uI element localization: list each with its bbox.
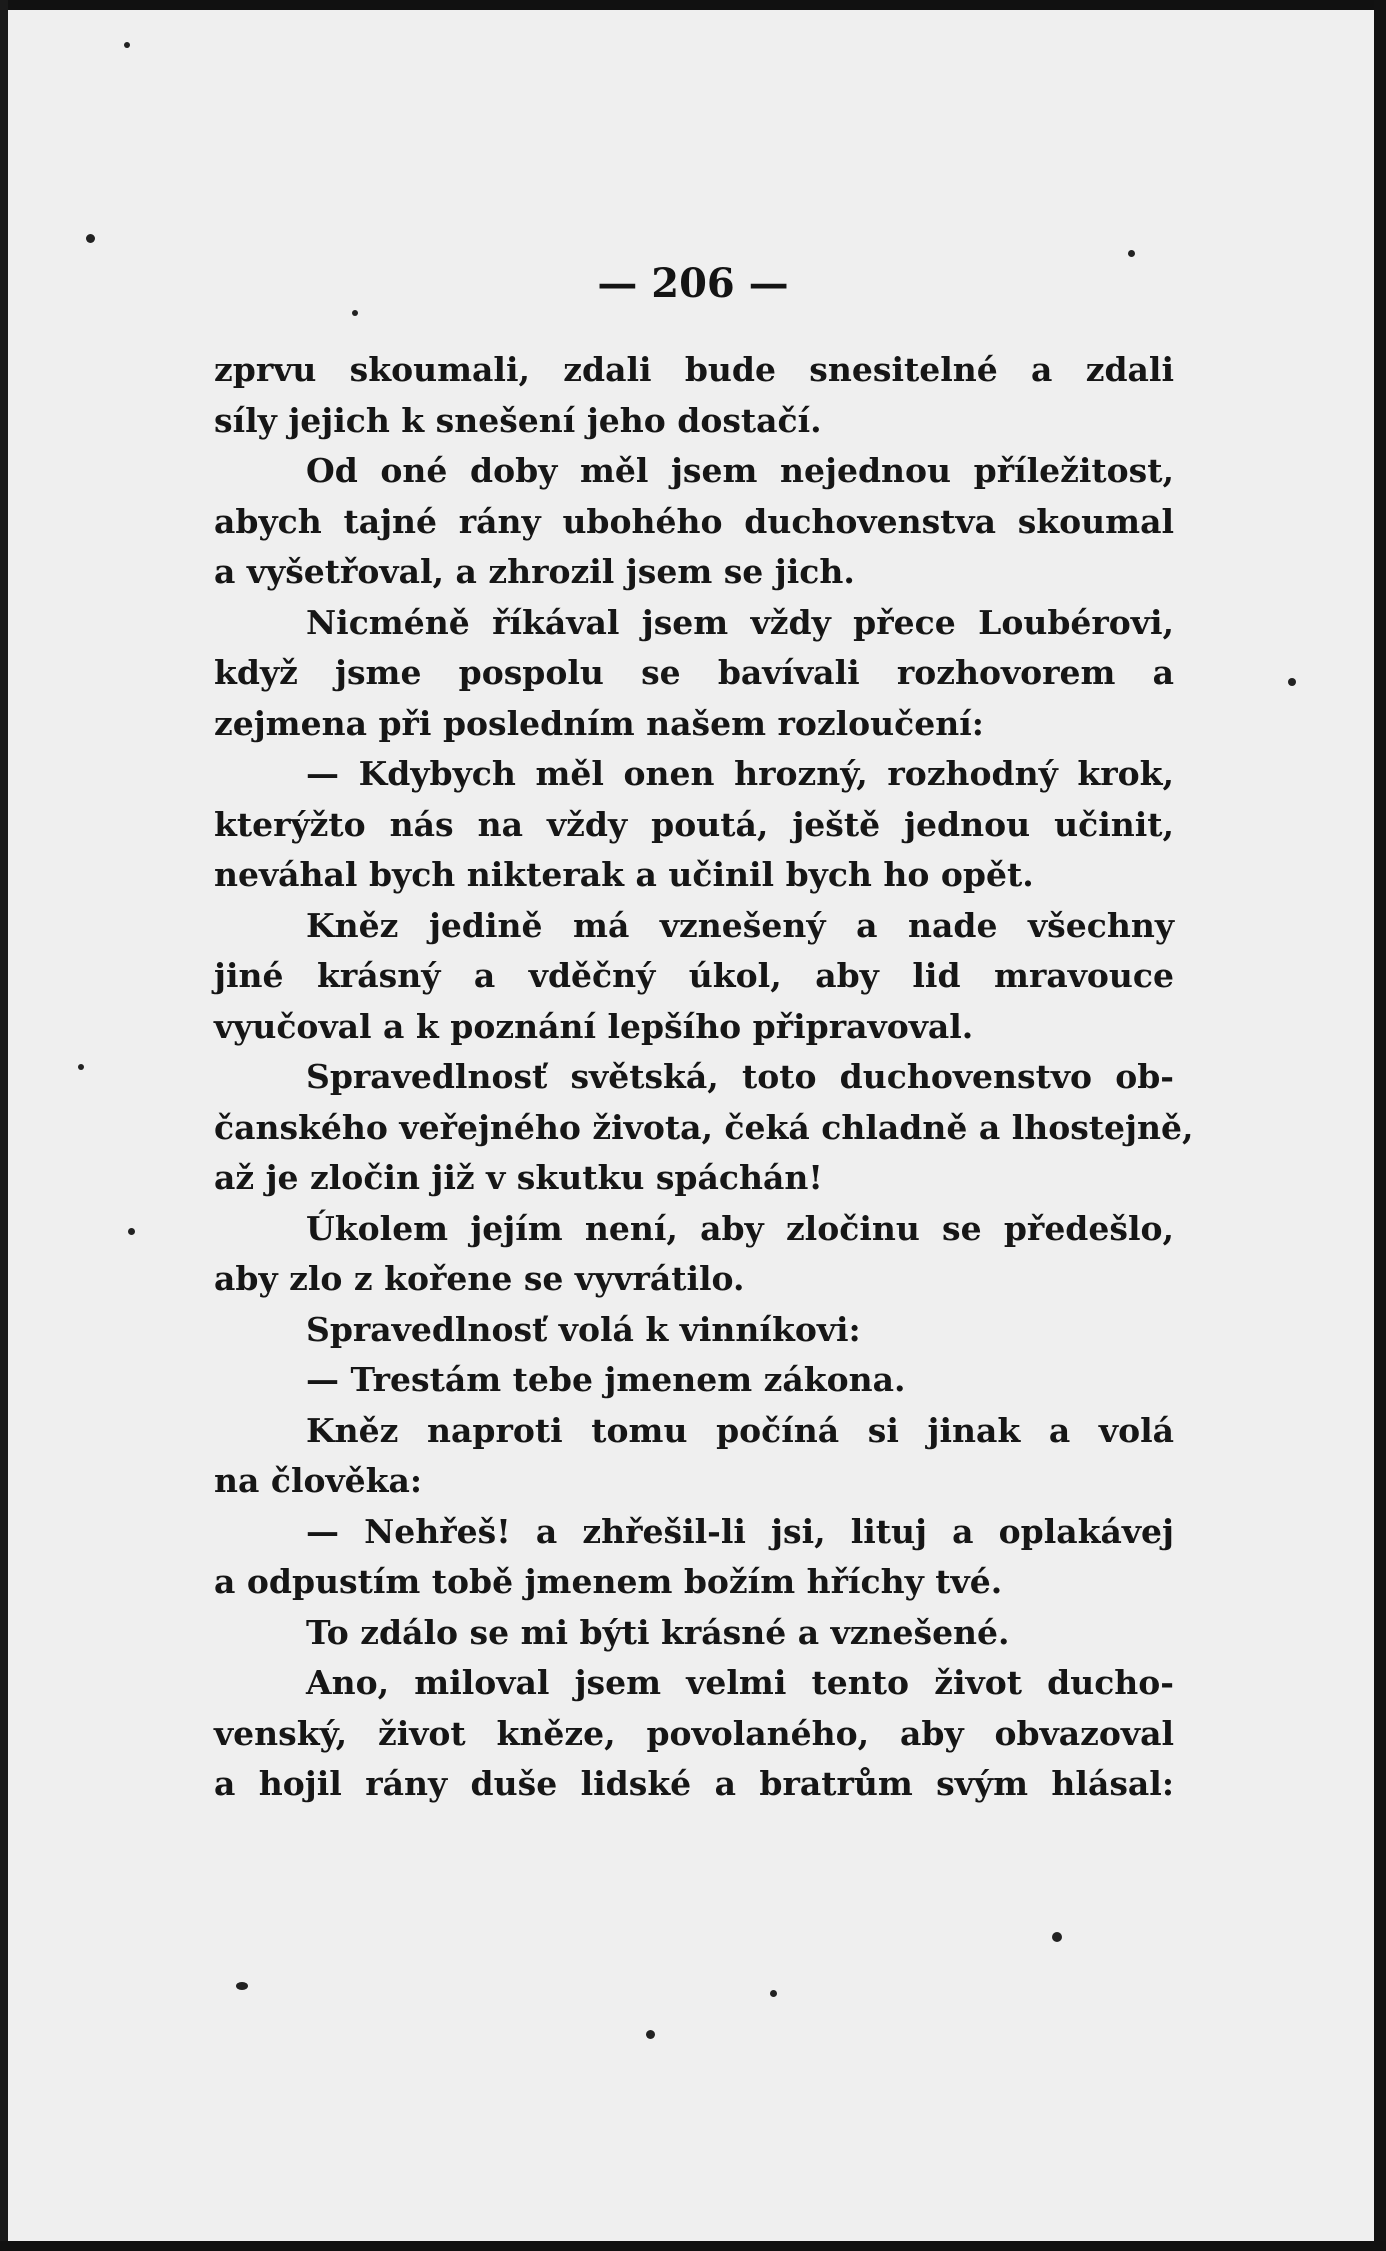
body-text bbox=[214, 345, 1194, 1810]
page-number: — 206 — bbox=[597, 260, 789, 307]
ink-speck bbox=[124, 42, 130, 48]
ink-speck bbox=[770, 1990, 777, 1997]
text-line: Od oné doby měl jsem nejednou příležitost, bbox=[306, 451, 1174, 490]
ink-speck bbox=[646, 2030, 655, 2039]
text-line: aby zlo z kořene se vyvrátilo. bbox=[214, 1259, 745, 1298]
text-line: abych tajné rány ubohého duchovenstva skoumal bbox=[214, 501, 1174, 541]
text-line: když jsme pospolu se bavívali rozhovorem a bbox=[214, 653, 1174, 692]
text-line: To zdálo se mi býti krásné a vznešené. bbox=[306, 1612, 1010, 1652]
text-line: venský, život kněze, povolaného, aby obvazoval bbox=[214, 1713, 1174, 1753]
ink-speck bbox=[236, 1982, 248, 1990]
text-line: Kněz jedině má vznešený a nade všechny bbox=[306, 905, 1174, 945]
ink-speck bbox=[1288, 678, 1296, 686]
text-line: — Trestám tebe jmenem zákona. bbox=[306, 1360, 906, 1399]
text-line: Ano, miloval jsem velmi tento život ducho- bbox=[306, 1663, 1174, 1702]
ink-speck bbox=[86, 234, 95, 243]
text-line: Úkolem jejím není, aby zločinu se předešlo, bbox=[306, 1208, 1174, 1248]
scan-border-right bbox=[1374, 0, 1386, 2251]
scan-border-bottom bbox=[0, 2241, 1386, 2251]
text-line: — Nehřeš! a zhřešil-li jsi, lituj a oplakávej bbox=[306, 1511, 1174, 1551]
text-line: a hojil rány duše lidské a bratrům svým hlásal: bbox=[214, 1764, 1174, 1803]
text-line: Nicméně říkával jsem vždy přece Loubérovi, bbox=[306, 602, 1174, 642]
text-line: vyučoval a k poznání lepšího připravoval. bbox=[214, 1006, 974, 1046]
text-line: jiné krásný a vděčný úkol, aby lid mravouce bbox=[214, 956, 1174, 995]
text-line: Kněz naproti tomu počíná si jinak a volá bbox=[306, 1410, 1174, 1450]
text-line: a odpustím tobě jmenem božím hříchy tvé. bbox=[214, 1562, 1003, 1601]
scan-border-top bbox=[0, 0, 1386, 10]
scan-border-left bbox=[0, 0, 8, 2251]
text-line: až je zločin již v skutku spáchán! bbox=[214, 1158, 823, 1197]
text-line: síly jejich k snešení jeho dostačí. bbox=[214, 400, 822, 440]
text-line: Spravedlnosť světská, toto duchovenstvo ob- bbox=[306, 1057, 1174, 1096]
ink-speck bbox=[78, 1064, 84, 1070]
text-line: Spravedlnosť volá k vinníkovi: bbox=[306, 1309, 861, 1349]
text-line: čanského veřejného života, čeká chladně a lhostejně, bbox=[214, 1107, 1194, 1147]
text-line: — Kdybych měl onen hrozný, rozhodný krok, bbox=[306, 754, 1174, 793]
text-line: neváhal bych nikterak a učinil bych ho opět. bbox=[214, 855, 1034, 894]
text-line: zejmena při posledním našem rozloučení: bbox=[214, 703, 984, 743]
text-line: a vyšetřoval, a zhrozil jsem se jich. bbox=[214, 552, 855, 591]
text-line: na člověka: bbox=[214, 1461, 423, 1500]
text-line: zprvu skoumali, zdali bude snesitelné a zdali bbox=[214, 350, 1174, 389]
text-line: kterýžto nás na vždy poutá, ještě jednou učinit, bbox=[214, 804, 1174, 844]
ink-speck bbox=[1052, 1932, 1062, 1942]
ink-speck bbox=[128, 1228, 135, 1235]
